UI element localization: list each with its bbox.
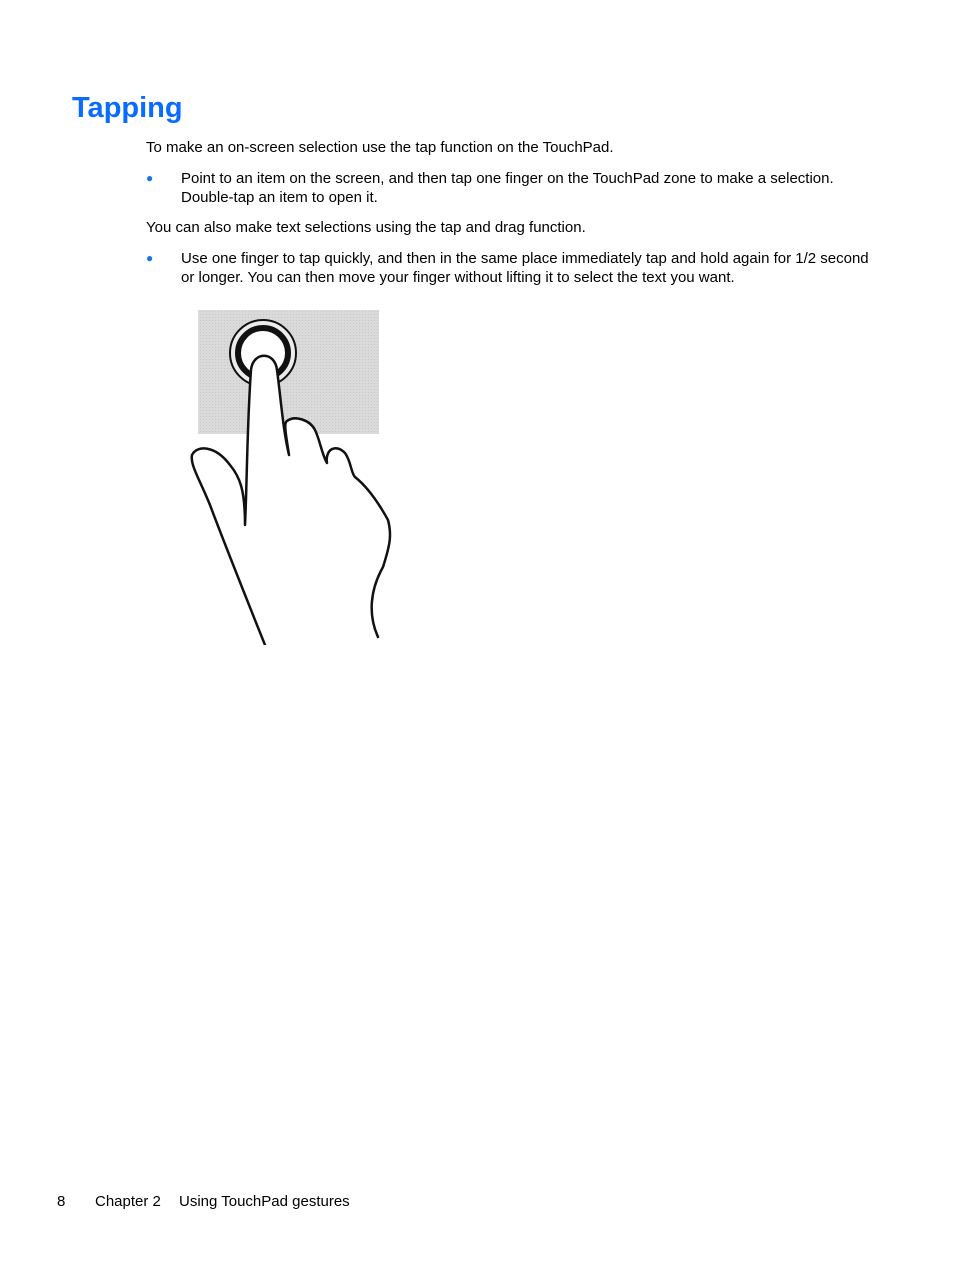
tap-gesture-figure [185, 305, 395, 645]
bullet-item-2 [146, 249, 876, 287]
intro-paragraph: To make an on-screen selection use the tap function on the TouchPad. [146, 139, 614, 156]
bullet-text-1: Point to an item on the screen, and then tap one finger on the TouchPad zone to make a selection. Double-tap an item to open it. [181, 170, 834, 206]
bullet-icon: ● [146, 171, 154, 185]
footer-page-number: 8 [57, 1193, 66, 1210]
section-heading: Tapping [72, 92, 183, 124]
footer-chapter-title: Using TouchPad gestures [179, 1193, 350, 1210]
middle-paragraph: You can also make text selections using the tap and drag function. [146, 219, 586, 236]
bullet-item-1 [146, 169, 876, 207]
bullet-icon: ● [146, 251, 154, 265]
bullet-text-2: Use one finger to tap quickly, and then in the same place immediately tap and hold again for 1/2 second or longer. You can then move your finger without lifting it to select the text you want. [181, 250, 869, 286]
tap-gesture-illustration-icon [185, 305, 395, 645]
footer-chapter: Chapter 2 [95, 1193, 161, 1210]
